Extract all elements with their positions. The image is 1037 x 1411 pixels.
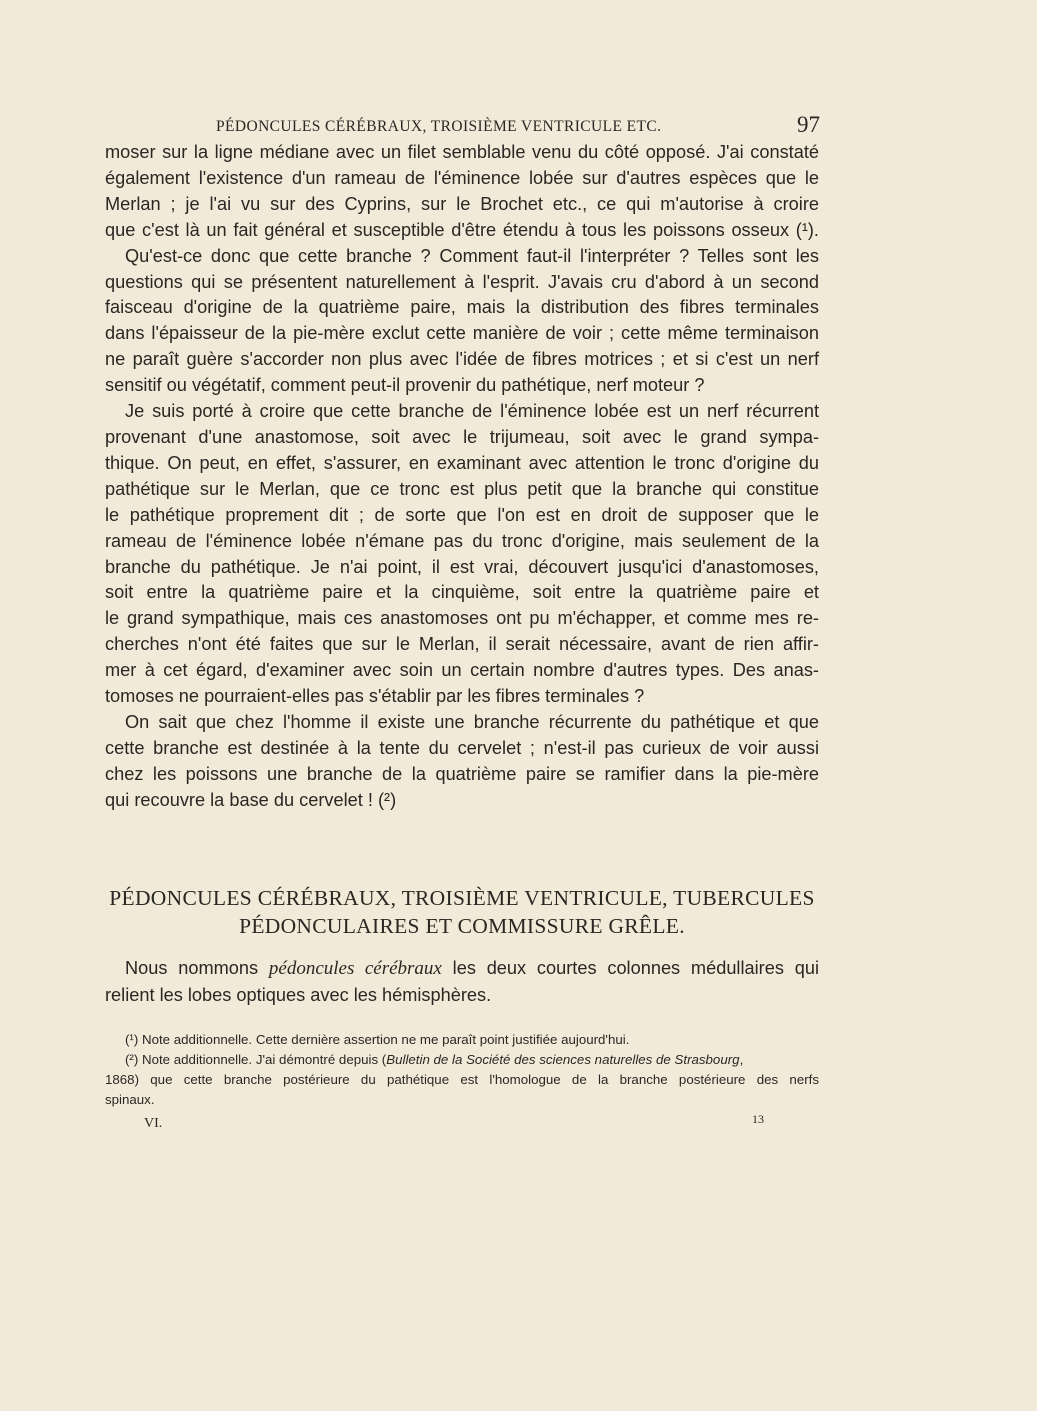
intro-line xyxy=(105,955,819,982)
body-line: le grand sympathique, mais ces anastomoses ont pu m'échapper, et comme mes re- xyxy=(105,608,819,629)
page-number: 97 xyxy=(797,112,820,137)
body-line: cette branche est destinée à la tente du cervelet ; n'est-il pas curieux de voir aussi xyxy=(105,737,819,758)
footnote-1: (¹) Note additionnelle. Cette dernière assertion ne me paraît point justifiée aujourd'hui. xyxy=(125,1032,630,1047)
body-line: le pathétique proprement dit ; de sorte que l'on est en droit de supposer que le xyxy=(105,504,819,525)
footnote-2 xyxy=(105,1050,819,1070)
body-line: Merlan ; je l'ai vu sur des Cyprins, sur le Brochet etc., ce qui m'autorise à croire xyxy=(105,193,819,214)
section-heading-line: PÉDONCULAIRES ET COMMISSURE GRÊLE. xyxy=(239,914,685,938)
body-line: ne paraît guère s'accorder non plus avec l'idée de fibres motrices ; et si c'est un nerf xyxy=(105,349,819,370)
body-line: thique. On peut, en effet, s'assurer, en examinant avec attention le tronc d'origine du xyxy=(105,452,819,473)
body-line: mer à cet égard, d'examiner avec soin un certain nombre d'autres types. Des anas- xyxy=(105,660,819,681)
footnotes xyxy=(105,1030,819,1110)
body-line: soit entre la quatrième paire et la cinquième, soit entre la quatrième paire et xyxy=(105,582,819,603)
body-line: également l'existence d'un rameau de l'éminence lobée sur d'autres espèces que le xyxy=(105,167,819,188)
footnote-2-continuation: 1868) que cette branche postérieure du pathétique est l'homologue de la branche postérieure des nerfs xyxy=(105,1072,819,1087)
footnote-text: (²) Note additionnelle. J'ai démontré depuis ( xyxy=(125,1052,387,1067)
body-line: provenant d'une anastomose, soit avec le trijumeau, soit avec le grand sympa- xyxy=(105,426,819,447)
body-line: chez les poissons une branche de la quatrième paire se ramifier dans la pie-mère xyxy=(105,763,819,784)
body-text xyxy=(105,140,819,814)
footnote-text: , xyxy=(739,1052,744,1067)
intro-italic-term: pédoncules cérébraux xyxy=(268,958,442,979)
body-line: Qu'est-ce donc que cette branche ? Comment faut-il l'interpréter ? Telles sont les xyxy=(125,245,819,266)
sheet-number: 13 xyxy=(752,1112,764,1126)
section-heading-line: PÉDONCULES CÉRÉBRAUX, TROISIÈME VENTRICULE, TUBERCULES xyxy=(109,886,815,910)
body-line: questions qui se présentent naturellement à l'esprit. J'avais cru d'abord à un second xyxy=(105,271,819,292)
body-line: On sait que chez l'homme il existe une branche récurrente du pathétique et que xyxy=(125,711,819,732)
body-line: tomoses ne pourraient-elles pas s'établir par les fibres terminales ? xyxy=(105,686,645,707)
intro-line: relient les lobes optiques avec les hémisphères. xyxy=(105,985,492,1005)
section-intro xyxy=(105,955,819,1008)
printer-signature xyxy=(104,1112,764,1138)
section-heading xyxy=(105,884,819,940)
body-line: cherches n'ont été faites que sur le Merlan, il serait nécessaire, avant de rien affir- xyxy=(105,634,819,655)
running-title: PÉDONCULES CÉRÉBRAUX, TROISIÈME VENTRICULE ETC. xyxy=(216,118,662,135)
body-line: pathétique sur le Merlan, que ce tronc est plus petit que la branche qui constitue xyxy=(105,478,819,499)
body-line: moser sur la ligne médiane avec un filet semblable venu du côté opposé. J'ai constaté xyxy=(105,142,819,162)
footnote-2-continuation: spinaux. xyxy=(105,1092,155,1107)
body-line: sensitif ou végétatif, comment peut-il provenir du pathétique, nerf moteur ? xyxy=(105,375,705,396)
body-line: dans l'épaisseur de la pie-mère exclut cette manière de voir ; cette même terminaison xyxy=(105,323,819,344)
running-head xyxy=(104,112,820,142)
intro-text: Nous nommons xyxy=(125,958,269,978)
intro-text: les deux courtes colonnes médullaires qui xyxy=(441,958,819,978)
body-line: faisceau d'origine de la quatrième paire, mais la distribution des fibres terminales xyxy=(105,297,819,318)
body-line: branche du pathétique. Je n'ai point, il est vrai, découvert jusqu'ici d'anastomoses, xyxy=(105,556,819,577)
body-line: qui recouvre la base du cervelet ! (²) xyxy=(105,789,397,810)
footnote-citation: Bulletin de la Société des sciences naturelles de Strasbourg xyxy=(386,1052,740,1067)
body-line: que c'est là un fait général et susceptible d'être étendu à tous les poissons osseux (¹). xyxy=(105,219,819,240)
body-line: Je suis porté à croire que cette branche de l'éminence lobée est un nerf récurrent xyxy=(125,401,819,422)
volume-mark: VI. xyxy=(144,1116,163,1131)
body-line: rameau de l'éminence lobée n'émane pas du tronc d'origine, mais seulement de la xyxy=(105,530,819,551)
